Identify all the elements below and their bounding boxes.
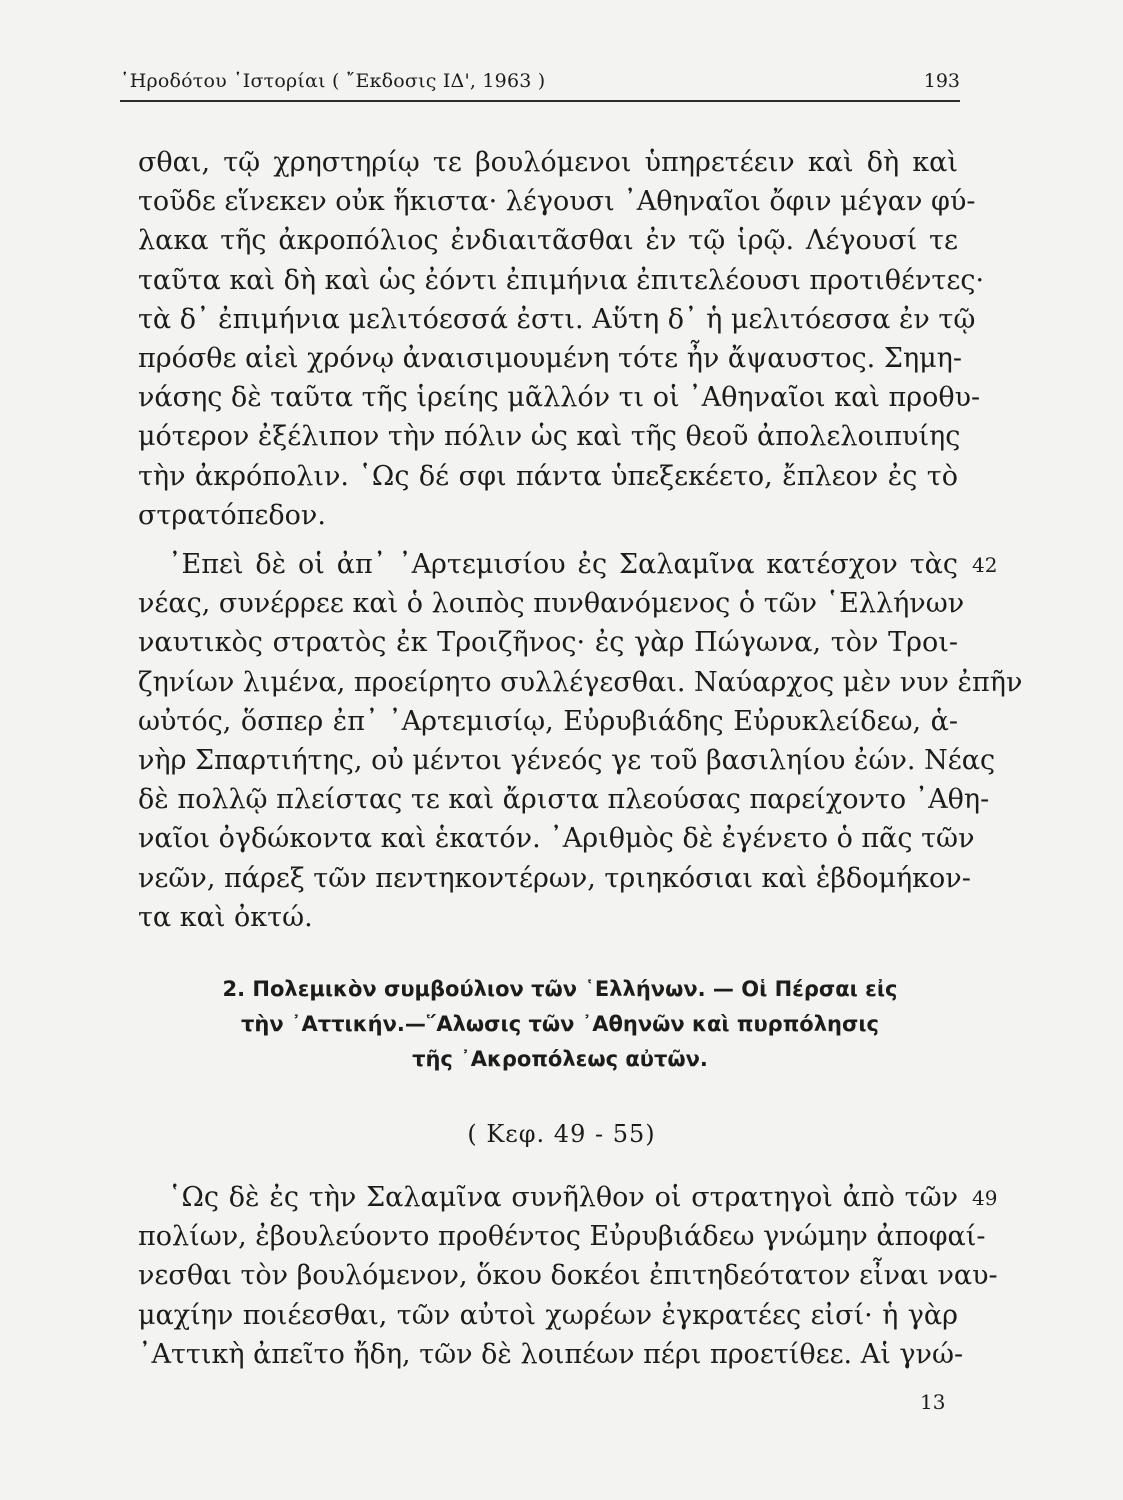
heading-line: τὴν ᾿Αττικήν.—῞Αλωσις τῶν ᾿Αθηνῶν καὶ πυρπόλησις — [241, 1012, 879, 1036]
text-line: νεσθαι τὸν βουλόμενον, ὅκου δοκέοι ἐπιτηδεότατον εἶναι ναυ- — [138, 1260, 998, 1292]
text-line: ναυτικὸς στρατὸς ἐκ Τροιζῆνος· ἐς γὰρ Πώγωνα, τὸν Τροι- — [138, 627, 958, 659]
text-line: ῾Ως δὲ ἐς τὴν Σαλαμῖνα συνῆλθον οἱ στρατηγοὶ ἀπὸ τῶν — [168, 1182, 958, 1213]
text-line: ᾿Αττικὴ ἀπεῖτο ἤδη, τῶν δὲ λοιπέων πέρι προετίθεε. Αἱ γνώ- — [138, 1338, 964, 1370]
text-line: τοῦδε εἵνεκεν οὐκ ἥκιστα· λέγουσι ᾿Αθηναῖοι ὄφιν μέγαν φύ- — [138, 186, 976, 218]
text-line: ωὐτός, ὅσπερ ἐπ᾿ ᾿Αρτεμισίῳ, Εὐρυβιάδης Εὐρυκλείδεω, ἁ- — [138, 705, 958, 737]
text-line: νὴρ Σπαρτιήτης, οὐ μέντοι γένεός γε τοῦ βασιληίου ἐών. Νέας — [138, 744, 996, 776]
text-line: στρατόπεδον. — [138, 499, 326, 531]
text-line: μαχίην ποιέεσθαι, τῶν αὐτοὶ χωρέων ἐγκρατέες εἰσί· ἡ γὰρ — [138, 1299, 958, 1331]
running-header — [120, 70, 960, 102]
text-line: μότερον ἐξέλιπον τὴν πόλιν ὡς καὶ τῆς θεοῦ ἀπολελοιπυίης — [138, 421, 961, 453]
running-title: ῾Ηροδότου ῾Ιστορίαι ( ῎Εκδοσις ΙΔ', 1963 ) — [120, 70, 546, 92]
text-line: πρόσθε αἰεὶ χρόνῳ ἀναισιμουμένη τότε ἦν ἄψαυστος. Σημη- — [138, 342, 962, 374]
text-line: τὰ δ᾿ ἐπιμήνια μελιτόεσσά ἐστι. Αὕτη δ᾿ ἡ μελιτόεσσα ἐν τῷ — [138, 303, 976, 335]
text-line: δὲ πολλῷ πλείστας τε καὶ ἄριστα πλεούσας παρείχοντο ᾿Αθη- — [138, 784, 990, 816]
chapter-range: ( Κεφ. 49 - 55) — [467, 1120, 656, 1148]
text-line: λακα τῆς ἀκροπόλιος ἐνδιαιτᾶσθαι ἐν τῷ ἱρῷ. Λέγουσί τε — [138, 225, 958, 257]
text-line: σθαι, τῷ χρηστηρίῳ τε βουλόμενοι ὑπηρετέειν καὶ δὴ καὶ — [138, 147, 958, 178]
text-line: τὴν ἀκρόπολιν. ῾Ως δέ σφι πάντα ὑπεξεκέετο, ἔπλεον ἐς τὸ — [138, 460, 958, 492]
text-line: νάσης δὲ ταῦτα τῆς ἱρείης μᾶλλόν τι οἱ ᾿Αθηναῖοι καὶ προθυ- — [138, 382, 981, 414]
text-line: τα καὶ ὀκτώ. — [138, 901, 313, 933]
text-line: ναῖοι ὀγδώκοντα καὶ ἑκατόν. ᾿Αριθμὸς δὲ ἐγένετο ὁ πᾶς τῶν — [138, 823, 975, 855]
margin-chapter-number: 49 — [972, 1186, 998, 1210]
signature-mark: 13 — [920, 1390, 946, 1414]
paragraph-1 — [138, 143, 985, 535]
heading-line: τῆς ᾿Ακροπόλεως αὐτῶν. — [412, 1047, 708, 1071]
text-line: νεῶν, πάρεξ τῶν πεντηκοντέρων, τριηκόσιαι καὶ ἑβδομήκον- — [138, 862, 971, 894]
text-line: ᾿Επεὶ δὲ οἱ ἀπ᾿ ᾿Αρτεμισίου ἐς Σαλαμῖνα κατέσχον τὰς — [168, 549, 958, 580]
section-heading — [150, 972, 970, 1077]
margin-chapter-number: 42 — [972, 553, 998, 577]
page-number: 193 — [923, 70, 960, 92]
heading-line: 2. Πολεμικὸν συμβούλιον τῶν ῾Ελλήνων. — Οἱ Πέρσαι εἰς — [222, 977, 898, 1001]
text-line: ταῦτα καὶ δὴ καὶ ὡς ἐόντι ἐπιμήνια ἐπιτελέουσι προτιθέντες· — [138, 264, 985, 296]
text-line: ζηνίων λιμένα, προείρητο συλλέγεσθαι. Ναύαρχος μὲν νυν ἐπῆν — [138, 666, 1023, 698]
text-line: πολίων, ἐβουλεύοντο προθέντος Εὐρυβιάδεω γνώμην ἀποφαί- — [138, 1221, 986, 1253]
text-line: νέας, συνέρρεε καὶ ὁ λοιπὸς πυνθανόμενος ὁ τῶν ῾Ελλήνων — [138, 588, 965, 620]
